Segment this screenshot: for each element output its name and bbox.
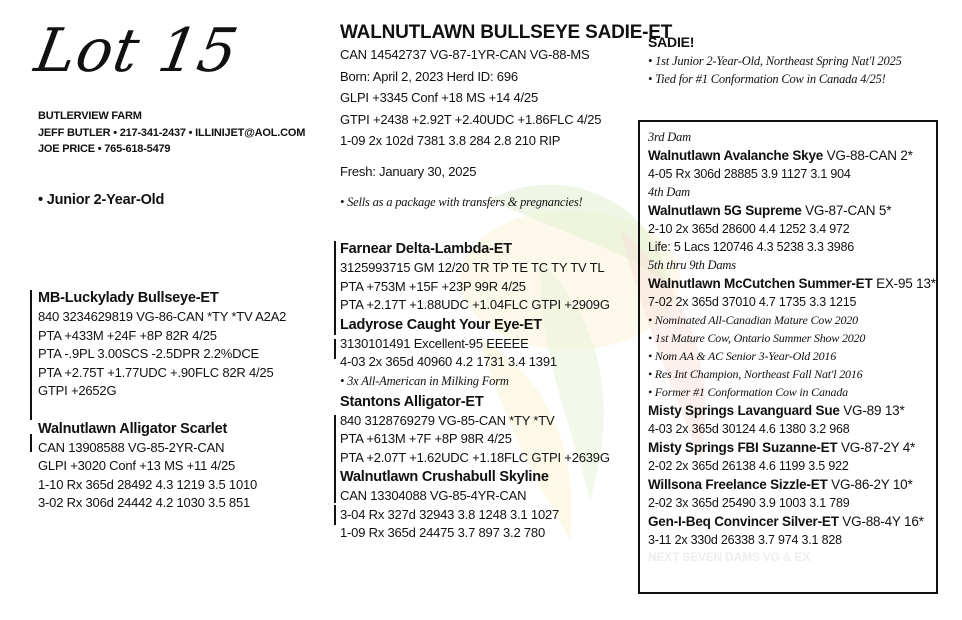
- fourth-dam-name: Walnutlawn 5G Supreme: [648, 203, 802, 218]
- dam-line: CAN 13908588 VG-85-2YR-CAN: [38, 439, 225, 455]
- main-animal-column: [340, 20, 672, 543]
- granddam-bracket: [334, 505, 336, 525]
- sire-of-dam-line: PTA +613M +7F +8P 98R 4/25: [340, 431, 512, 446]
- dam-of-sire-name: Ladyrose Caught Your Eye-ET: [340, 316, 542, 333]
- sire-of-dam-line: PTA +2.07T +1.62UDC +1.18FLC GTPI +2639G: [340, 449, 610, 465]
- dam-of-sire-note: • 3x All-American in Milking Form: [340, 373, 509, 388]
- highlights-block: [648, 32, 902, 88]
- sire-name: MB-Luckylady Bullseye-ET: [38, 290, 219, 306]
- seventh-dam-name: Misty Springs FBI Suzanne-ET: [648, 440, 838, 455]
- sire-of-dam-bracket: [334, 415, 336, 503]
- ninth-dam-record: 3-11 2x 330d 26338 3.7 974 3.1 828: [648, 533, 842, 547]
- sixth-dam-name: Misty Springs Lavanguard Sue: [648, 403, 840, 418]
- fifth-to-ninth-label: 5th thru 9th Dams: [648, 258, 736, 272]
- fourth-dam-label: 4th Dam: [648, 185, 691, 199]
- dam-of-sire-line: 3130101491 Excellent-95 EEEEE: [340, 335, 529, 351]
- dam-line: 1-10 Rx 365d 28492 4.3 1219 3.5 1010: [38, 476, 258, 492]
- category-label: • Junior 2-Year-Old: [38, 192, 165, 208]
- fifth-dam-note: • Nom AA & AC Senior 3-Year-Old 2016: [648, 349, 836, 363]
- sire-of-sire-bracket: [334, 241, 336, 335]
- farm-name: BUTLERVIEW FARM: [38, 110, 142, 122]
- sire-of-sire-line: PTA +753M +15F +23P 99R 4/25: [340, 278, 526, 294]
- highlights-title: SADIE!: [648, 34, 695, 50]
- fifth-dam-name: Walnutlawn McCutchen Summer-ET: [648, 276, 873, 291]
- sire-bracket: [30, 290, 32, 420]
- eighth-dam-name: Willsona Freelance Sizzle-ET: [648, 477, 828, 492]
- highlight-item: • Tied for #1 Conformation Cow in Canada 4/25!: [648, 72, 886, 86]
- fifth-dam-note: • 1st Mature Cow, Ontario Summer Show 2020: [648, 331, 866, 345]
- dam-family-box: [638, 120, 938, 594]
- third-dam-name: Walnutlawn Avalanche Skye: [648, 148, 824, 163]
- sire-line: PTA -.9PL 3.00SCS -2.5DPR 2.2%DCE: [38, 346, 259, 361]
- fourth-dam-record: 2-10 2x 365d 28600 4.4 1252 3.4 972: [648, 222, 850, 236]
- granddam-line: 1-09 Rx 365d 24475 3.7 897 3.2 780: [340, 525, 545, 540]
- dam-of-sire-line: 4-03 2x 365d 40960 4.2 1731 3.4 1391: [340, 354, 557, 369]
- contact-line-2: JOE PRICE • 765-618-5479: [38, 143, 171, 155]
- consignor-block: [38, 108, 305, 158]
- faded-footer-text: NEXT SEVEN DAMS VG & EX: [648, 550, 811, 564]
- animal-gtpi: GTPI +2438 +2.92T +2.40UDC +1.86FLC 4/25: [340, 111, 602, 127]
- sire-line: GTPI +2652G: [38, 383, 117, 398]
- seventh-dam-record: 2-02 2x 365d 26138 4.6 1199 3.5 922: [648, 459, 849, 473]
- fifth-dam-note: • Nominated All-Canadian Mature Cow 2020: [648, 313, 858, 327]
- sire-of-sire-line: 3125993715 GM 12/20 TR TP TE TC TY TV TL: [340, 260, 605, 275]
- contact-line-1: JEFF BUTLER • 217-341-2437 • ILLINIJET@AOL.COM: [38, 126, 306, 139]
- animal-name: WALNUTLAWN BULLSEYE SADIE-ET: [340, 22, 673, 43]
- dam-line: 3-02 Rx 306d 24442 4.2 1030 3.5 851: [38, 495, 251, 510]
- seventh-dam-class: VG-87-2Y 4*: [837, 440, 916, 455]
- sire-line: 840 3234629819 VG-86-CAN *TY *TV A2A2: [38, 309, 287, 324]
- animal-fresh: Fresh: January 30, 2025: [340, 163, 477, 179]
- third-dam-label: 3rd Dam: [648, 130, 691, 144]
- dam-of-sire-bracket: [334, 339, 336, 359]
- granddam-name: Walnutlawn Crushabull Skyline: [340, 469, 549, 485]
- ninth-dam-class: VG-88-4Y 16*: [838, 514, 924, 529]
- sixth-dam-class: VG-89 13*: [839, 403, 905, 418]
- package-note: • Sells as a package with transfers & pregnancies!: [340, 195, 583, 209]
- sire-line: PTA +2.75T +1.77UDC +.90FLC 82R 4/25: [38, 364, 274, 380]
- sire-line: PTA +433M +24F +8P 82R 4/25: [38, 327, 217, 343]
- fourth-dam-lifetime: Life: 5 Lacs 120746 4.3 5238 3.3 3986: [648, 240, 854, 254]
- lot-title: Lot 15: [29, 16, 244, 86]
- sixth-dam-record: 4-03 2x 365d 30124 4.6 1380 3.2 968: [648, 422, 850, 436]
- dam-name: Walnutlawn Alligator Scarlet: [38, 420, 228, 437]
- third-dam-record: 4-05 Rx 306d 28885 3.9 1127 3.1 904: [648, 167, 851, 181]
- fourth-dam-class: VG-87-CAN 5*: [801, 203, 892, 218]
- animal-registration: CAN 14542737 VG-87-1YR-CAN VG-88-MS: [340, 47, 590, 62]
- fifth-dam-note: • Former #1 Conformation Cow in Canada: [648, 385, 848, 399]
- animal-record: 1-09 2x 102d 7381 3.8 284 2.8 210 RIP: [340, 133, 561, 148]
- fifth-dam-note: • Res Int Champion, Northeast Fall Nat'l 2016: [648, 367, 863, 381]
- sire-of-dam-line: 840 3128769279 VG-85-CAN *TY *TV: [340, 412, 555, 428]
- sire-of-sire-name: Farnear Delta-Lambda-ET: [340, 241, 512, 257]
- granddam-line: CAN 13304088 VG-85-4YR-CAN: [340, 488, 527, 503]
- animal-glpi: GLPI +3345 Conf +18 MS +14 4/25: [340, 90, 538, 105]
- animal-born: Born: April 2, 2023 Herd ID: 696: [340, 68, 518, 84]
- dam-bracket: [30, 434, 32, 452]
- sire-of-dam-name: Stantons Alligator-ET: [340, 393, 484, 410]
- granddam-line: 3-04 Rx 327d 32943 3.8 1248 3.1 1027: [340, 506, 560, 522]
- fifth-dam-class: EX-95 13*: [872, 276, 936, 291]
- dam-line: GLPI +3020 Conf +13 MS +11 4/25: [38, 458, 236, 473]
- third-dam-class: VG-88-CAN 2*: [823, 148, 913, 163]
- eighth-dam-class: VG-86-2Y 10*: [827, 477, 913, 492]
- ninth-dam-name: Gen-I-Beq Convincer Silver-ET: [648, 514, 839, 529]
- eighth-dam-record: 2-02 3x 365d 25490 3.9 1003 3.1 789: [648, 496, 850, 510]
- highlight-item: • 1st Junior 2-Year-Old, Northeast Spring Nat'l 2025: [648, 54, 902, 68]
- sire-of-sire-line: PTA +2.17T +1.88UDC +1.04FLC GTPI +2909G: [340, 297, 610, 312]
- left-pedigree-column: [38, 288, 286, 513]
- fifth-dam-record: 7-02 2x 365d 37010 4.7 1735 3.3 1215: [648, 295, 857, 309]
